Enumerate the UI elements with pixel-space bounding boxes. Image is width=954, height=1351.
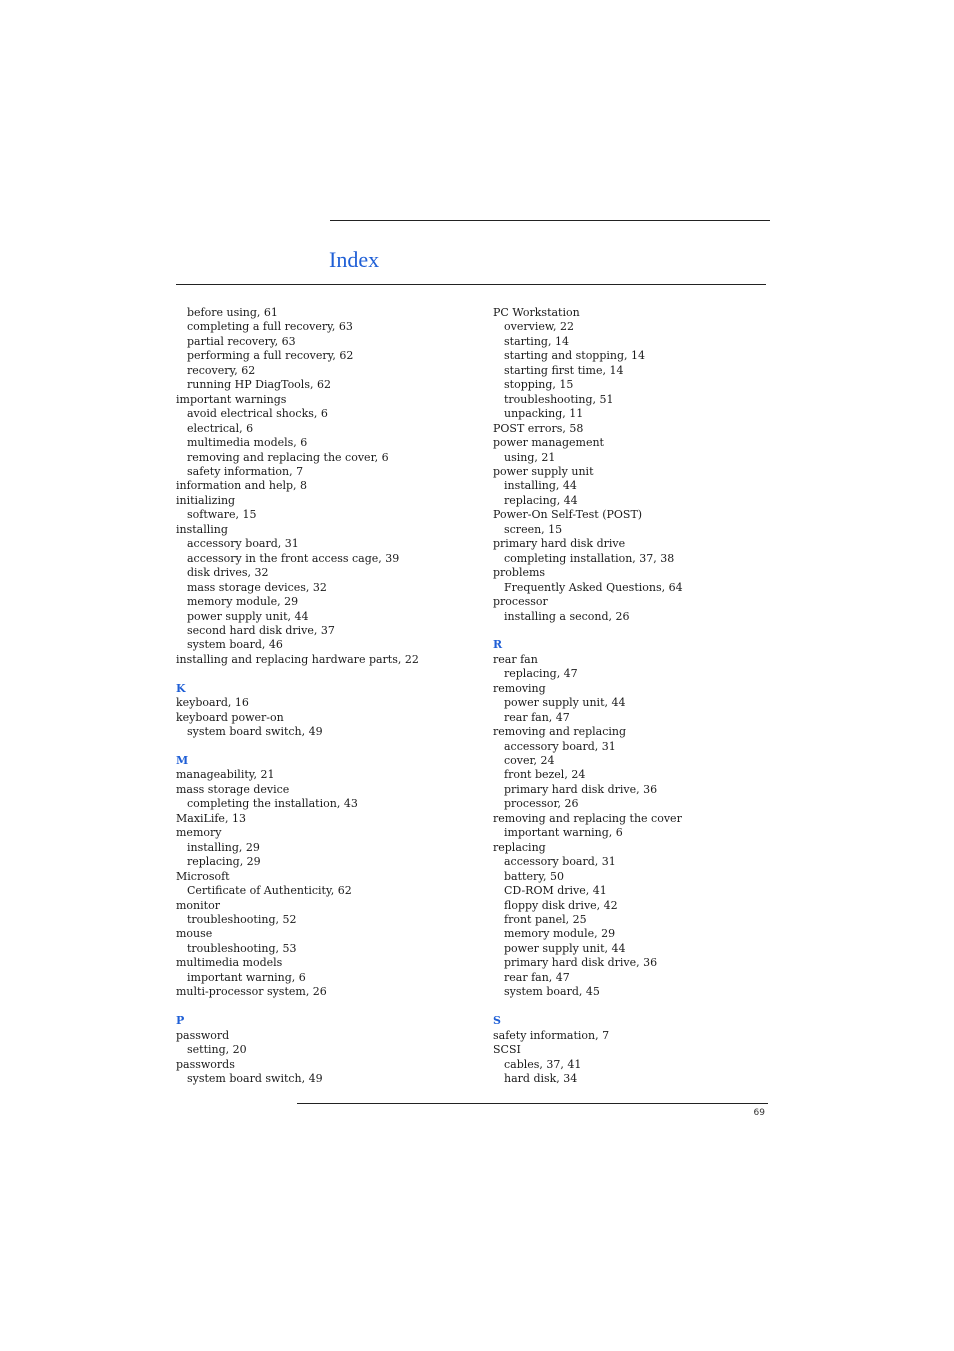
index-subentry: completing installation, 37, 38 — [504, 551, 675, 565]
index-entry: information and help, 8 — [176, 479, 308, 493]
index-subentry: setting, 20 — [187, 1043, 247, 1057]
index-subentry: front bezel, 24 — [504, 768, 586, 782]
index-entry: password — [176, 1028, 230, 1042]
index-subentry: using, 21 — [504, 450, 556, 464]
index-subentry: important warning, 6 — [504, 826, 623, 840]
index-subentry: replacing, 44 — [504, 493, 578, 507]
index-entry: replacing — [493, 840, 546, 854]
index-letter-heading: S — [493, 1014, 501, 1028]
index-subentry: memory module, 29 — [504, 927, 616, 941]
index-subentry: electrical, 6 — [187, 421, 254, 435]
index-entry: MaxiLife, 13 — [176, 811, 246, 825]
index-subentry: hard disk, 34 — [504, 1071, 578, 1085]
page-number: 69 — [753, 1108, 765, 1118]
index-entry: primary hard disk drive — [493, 537, 626, 551]
index-entry: Microsoft — [176, 869, 230, 883]
index-subentry: system board switch, 49 — [187, 1071, 323, 1085]
index-entry: removing and replacing the cover — [493, 811, 682, 825]
index-subentry: power supply unit, 44 — [187, 609, 309, 623]
index-subentry: accessory board, 31 — [187, 537, 299, 551]
index-column-left — [176, 306, 476, 1086]
index-entry: removing — [493, 681, 546, 695]
index-subentry: troubleshooting, 51 — [504, 392, 614, 406]
index-subentry: mass storage devices, 32 — [187, 580, 327, 594]
index-subentry: disk drives, 32 — [187, 566, 269, 580]
index-entry: PC Workstation — [493, 306, 580, 319]
footer-rule — [297, 1103, 768, 1104]
index-subentry: floppy disk drive, 42 — [504, 898, 618, 912]
index-entry: processor — [493, 595, 548, 609]
index-subentry: installing, 29 — [187, 840, 260, 854]
top-rule — [330, 220, 770, 221]
index-subentry: second hard disk drive, 37 — [187, 623, 335, 637]
index-entry: Power-On Self-Test (POST) — [493, 508, 643, 522]
index-subentry: safety information, 7 — [187, 464, 304, 478]
section-gap — [176, 1000, 476, 1014]
index-subentry: before using, 61 — [187, 306, 278, 319]
index-subentry: starting, 14 — [504, 334, 569, 348]
index-subentry: installing, 44 — [504, 479, 577, 493]
index-subentry: starting first time, 14 — [504, 363, 624, 377]
index-subentry: completing the installation, 43 — [187, 797, 358, 811]
index-entry: initializing — [176, 493, 236, 507]
index-subentry: performing a full recovery, 62 — [187, 349, 354, 363]
index-entry: power management — [493, 436, 604, 450]
index-subentry: CD-ROM drive, 41 — [504, 884, 607, 898]
index-subentry: removing and replacing the cover, 6 — [187, 450, 389, 464]
index-subentry: cover, 24 — [504, 754, 555, 768]
index-subentry: software, 15 — [187, 508, 257, 522]
index-entry: safety information, 7 — [493, 1028, 610, 1042]
section-gap — [493, 624, 783, 638]
index-subentry: troubleshooting, 52 — [187, 913, 297, 926]
index-subentry: accessory board, 31 — [504, 739, 616, 753]
index-entry: SCSI — [493, 1043, 521, 1057]
index-subentry: system board, 46 — [187, 638, 283, 652]
index-subentry: battery, 50 — [504, 869, 564, 883]
index-entry: keyboard power-on — [176, 710, 284, 724]
index-subentry: processor, 26 — [504, 797, 579, 811]
index-entry: power supply unit — [493, 464, 594, 478]
index-subentry: accessory board, 31 — [504, 855, 616, 869]
index-entry: installing and replacing hardware parts, 22 — [176, 652, 419, 666]
section-gap — [176, 667, 476, 681]
index-subentry: Certificate of Authenticity, 62 — [187, 884, 352, 898]
index-subentry: replacing, 47 — [504, 667, 578, 681]
index-subentry: starting and stopping, 14 — [504, 349, 646, 363]
index-subentry: multimedia models, 6 — [187, 436, 308, 450]
index-entry: mouse — [176, 927, 213, 941]
index-subentry: avoid electrical shocks, 6 — [187, 407, 328, 421]
index-subentry: screen, 15 — [504, 522, 563, 536]
index-subentry: Frequently Asked Questions, 64 — [504, 580, 683, 594]
index-entry: multi-processor system, 26 — [176, 985, 327, 999]
index-subentry: completing a full recovery, 63 — [187, 320, 353, 334]
index-entry: mass storage device — [176, 782, 290, 796]
index-column-right — [493, 306, 783, 1086]
index-entry: monitor — [176, 898, 220, 912]
index-subentry: unpacking, 11 — [504, 407, 584, 421]
index-subentry: troubleshooting, 53 — [187, 941, 297, 955]
index-entry: POST errors, 58 — [493, 421, 584, 435]
index-entry: keyboard, 16 — [176, 696, 249, 710]
index-entry: problems — [493, 566, 546, 580]
index-entry: installing — [176, 522, 228, 536]
index-letter-heading: R — [493, 638, 503, 652]
section-gap — [176, 740, 476, 754]
index-entry: removing and replacing — [493, 725, 627, 739]
index-subentry: recovery, 62 — [187, 363, 256, 377]
index-subentry: rear fan, 47 — [504, 970, 570, 984]
index-subentry: partial recovery, 63 — [187, 334, 296, 348]
index-entry: multimedia models — [176, 956, 283, 970]
index-subentry: important warning, 6 — [187, 970, 306, 984]
page-title: Index — [329, 247, 380, 272]
title-rule — [176, 284, 766, 285]
index-entry: rear fan — [493, 652, 538, 666]
index-entry: passwords — [176, 1057, 235, 1071]
section-gap — [493, 1000, 783, 1014]
index-subentry: primary hard disk drive, 36 — [504, 956, 658, 970]
index-subentry: power supply unit, 44 — [504, 941, 626, 955]
index-entry: manageability, 21 — [176, 768, 275, 782]
index-entry: memory — [176, 826, 222, 840]
index-subentry: power supply unit, 44 — [504, 696, 626, 710]
index-letter-heading: K — [176, 681, 186, 695]
index-subentry: system board, 45 — [504, 985, 600, 999]
index-subentry: running HP DiagTools, 62 — [187, 378, 331, 392]
index-subentry: installing a second, 26 — [504, 609, 630, 623]
index-subentry: primary hard disk drive, 36 — [504, 782, 658, 796]
index-entry: important warnings — [176, 392, 287, 406]
index-subentry: rear fan, 47 — [504, 710, 570, 724]
index-subentry: front panel, 25 — [504, 913, 587, 927]
index-subentry: stopping, 15 — [504, 378, 574, 392]
index-letter-heading: P — [176, 1014, 185, 1028]
index-subentry: overview, 22 — [504, 320, 574, 334]
index-subentry: system board switch, 49 — [187, 725, 323, 739]
index-subentry: cables, 37, 41 — [504, 1057, 582, 1071]
index-subentry: accessory in the front access cage, 39 — [187, 551, 400, 565]
index-letter-heading: M — [176, 754, 189, 768]
index-subentry: memory module, 29 — [187, 595, 299, 609]
index-subentry: replacing, 29 — [187, 855, 261, 869]
